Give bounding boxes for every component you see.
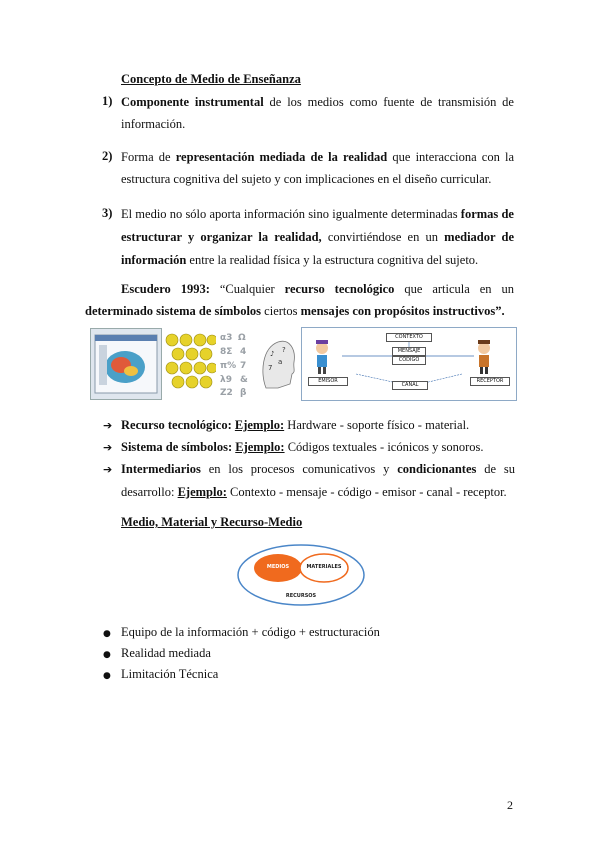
bullet-icon: ● bbox=[103, 650, 111, 660]
svg-text:Ω: Ω bbox=[238, 333, 246, 343]
venn-resources-label: RECURSOS bbox=[285, 593, 317, 599]
pattern-image bbox=[164, 328, 216, 398]
item-text: Forma de bbox=[121, 150, 176, 164]
quote-paragraph bbox=[85, 278, 514, 322]
arrow-item-text: Hardware - soporte físico - material. bbox=[284, 418, 470, 432]
item-text: El medio no sólo aporta información sino igualmente determinadas bbox=[121, 207, 461, 221]
quote-text: “Cualquier bbox=[209, 282, 285, 296]
arrow-item-text: Contexto - mensaje - código - emisor - canal - receptor. bbox=[226, 485, 507, 499]
arrow-item-bold: condicionantes bbox=[397, 462, 477, 476]
svg-text:?: ? bbox=[282, 346, 286, 354]
screen-image bbox=[90, 328, 162, 400]
svg-text:λ9: λ9 bbox=[220, 375, 232, 385]
item-text: de los medios como fuente de transmisión de información. bbox=[121, 95, 514, 131]
quote-bold: determinado sistema de símbolos bbox=[85, 304, 262, 318]
sender-box: EMISOR bbox=[308, 377, 348, 386]
quote-bold: mensajes con propósitos instructivos bbox=[300, 304, 496, 318]
item-bold: Componente instrumental bbox=[121, 95, 264, 109]
bullet-icon: ● bbox=[103, 671, 111, 681]
quote-text: que articula en un bbox=[394, 282, 515, 296]
svg-text:α3: α3 bbox=[220, 333, 233, 343]
section-title: Concepto de Medio de Enseñanza bbox=[121, 72, 301, 86]
yellow-pattern bbox=[164, 328, 216, 398]
list-item bbox=[121, 203, 514, 272]
bullet-item bbox=[103, 625, 380, 640]
venn-materials-label: MATERIALES bbox=[306, 564, 342, 570]
example-label: Ejemplo: bbox=[235, 440, 285, 454]
arrow-item-bold: Intermediarios bbox=[121, 462, 201, 476]
item-text: que interacciona con la estructura cognitiva del sujeto y con implicaciones en el diseño curricular. bbox=[121, 150, 514, 186]
head-silhouette-illustration bbox=[256, 328, 298, 398]
quote-bold: recurso tecnológico bbox=[284, 282, 395, 296]
code-box: CÓDIGO bbox=[392, 356, 426, 365]
receiver-box: RECEPTOR bbox=[470, 377, 510, 386]
arrow-item-text: Códigos textuales - icónicos y sonoros. bbox=[284, 440, 484, 454]
context-box: CONTEXTO bbox=[386, 333, 432, 342]
page-number: 2 bbox=[507, 798, 513, 812]
bullet-text: Limitación Técnica bbox=[121, 667, 219, 681]
venn-diagram bbox=[236, 543, 366, 608]
screen-illustration bbox=[91, 329, 161, 399]
svg-text:4: 4 bbox=[240, 347, 247, 357]
svg-text:♪: ♪ bbox=[270, 350, 275, 358]
bullet-item bbox=[103, 667, 218, 682]
item-bold: mediador de información bbox=[121, 230, 514, 267]
arrow-item bbox=[103, 415, 515, 436]
example-label: Ejemplo: bbox=[234, 418, 285, 432]
arrow-item-bold: Sistema de símbolos: bbox=[121, 440, 233, 454]
quote-author: Escudero 1993: bbox=[121, 282, 210, 296]
arrow-item-text: en los procesos comunicativos y bbox=[200, 462, 398, 476]
arrow-item-bold: Recurso tecnológico: bbox=[121, 418, 232, 432]
svg-text:7: 7 bbox=[240, 361, 247, 371]
arrow-item-text: de su desarrollo: bbox=[121, 462, 515, 499]
letters-illustration bbox=[218, 328, 256, 398]
bullet-icon: ● bbox=[103, 629, 111, 639]
bullet-text: Equipo de la información + código + estructuración bbox=[121, 625, 380, 639]
list-item bbox=[121, 91, 514, 135]
svg-text:8Σ: 8Σ bbox=[220, 347, 233, 357]
arrow-icon: ➔ bbox=[103, 463, 113, 476]
channel-box: CANAL bbox=[392, 381, 428, 390]
example-label: Ejemplo: bbox=[177, 485, 227, 499]
item-number: 3) bbox=[102, 206, 113, 220]
item-number: 2) bbox=[102, 149, 113, 163]
arrow-item bbox=[103, 437, 515, 458]
item-text: convirtiéndose en un bbox=[321, 230, 445, 244]
svg-text:&: & bbox=[240, 375, 248, 385]
arrow-item bbox=[103, 458, 515, 503]
message-box: MENSAJE bbox=[392, 347, 426, 356]
item-number: 1) bbox=[102, 94, 113, 108]
arrow-icon: ➔ bbox=[103, 441, 113, 454]
svg-text:π%: π% bbox=[220, 361, 237, 371]
item-bold: representación mediada de la realidad bbox=[175, 150, 388, 164]
quote-text: ciertos bbox=[261, 304, 301, 318]
arrow-icon: ➔ bbox=[103, 419, 113, 432]
section-title: Medio, Material y Recurso-Medio bbox=[121, 515, 303, 529]
bullet-item bbox=[103, 646, 211, 661]
svg-text:a: a bbox=[278, 358, 283, 366]
svg-text:7: 7 bbox=[268, 364, 273, 372]
item-bold: formas de estructurar y organizar la realidad, bbox=[121, 207, 514, 244]
communication-diagram bbox=[301, 327, 517, 401]
svg-text:Z2: Z2 bbox=[220, 388, 233, 398]
symbols-image bbox=[218, 328, 256, 398]
head-image bbox=[256, 328, 298, 398]
venn-media-label: MEDIOS bbox=[266, 564, 290, 570]
list-item bbox=[121, 146, 514, 190]
bullet-text: Realidad mediada bbox=[121, 646, 211, 660]
item-text: entre la realidad física y la estructura cognitiva del sujeto. bbox=[186, 253, 479, 267]
quote-end: ”. bbox=[495, 304, 505, 318]
svg-text:β: β bbox=[240, 388, 247, 398]
